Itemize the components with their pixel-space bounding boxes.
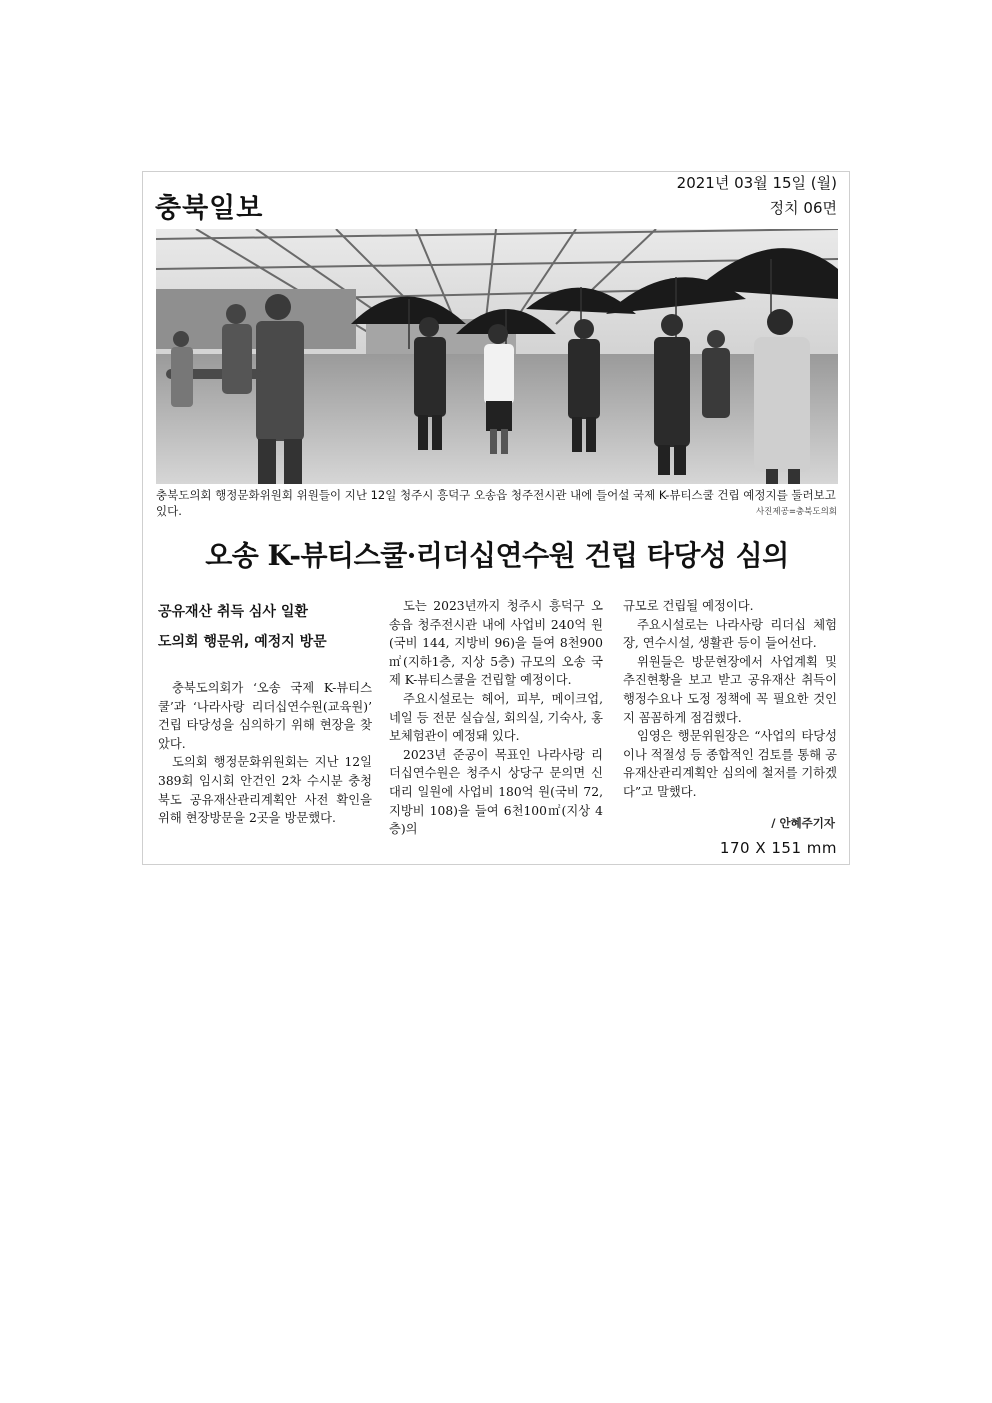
photo-illustration: [156, 229, 838, 484]
article-column-3: [623, 597, 837, 802]
article-paragraph: 임영은 행문위원장은 “사업의 타당성이나 적절성 등 종합적인 검토를 통해 공유재산관리계획안 심의에 철저를 기하겠다”고 말했다.: [623, 729, 837, 799]
article-paragraph: 2023년 준공이 목표인 나라사랑 리더십연수원은 청주시 상당구 문의면 신대리 일원에 사업비 180억 원(국비 72, 지방비 108)을 들여 6천100㎡(지상 4층)의: [389, 747, 603, 837]
publication-date: 2021년 03월 15일 (월): [676, 174, 837, 192]
clipping-size: 170 X 151 mm: [719, 839, 837, 857]
newspaper-masthead: 충북일보: [155, 193, 264, 224]
news-clipping: [142, 171, 850, 865]
news-photo: [156, 229, 838, 484]
article-headline: 오송 K-뷰티스쿨·리더십연수원 건립 타당성 심의: [205, 539, 789, 572]
reporter-byline: / 안혜주기자: [771, 816, 835, 830]
article-paragraph: 주요시설로는 나라사랑 리더십 체험장, 연수시설, 생활관 등이 들어선다.: [623, 617, 837, 651]
article-subhead-1: 공유재산 취득 심사 일환: [158, 604, 308, 620]
photo-caption: 충북도의회 행정문화위원회 위원들이 지난 12일 청주시 흥덕구 오송읍 청주전시관 내에 들어설 국제 K-뷰티스쿨 건립 예정지를 둘러보고 있다.: [156, 488, 836, 518]
article-subhead-2: 도의회 행문위, 예정지 방문: [158, 634, 327, 650]
page-section: 정치 06면: [769, 199, 837, 217]
photo-credit: 사진제공=충북도의회: [755, 507, 837, 517]
article-column-2: [389, 597, 603, 839]
article-paragraph: 충북도의회가 ‘오송 국제 K-뷰티스쿨’과 ‘나라사랑 리더십연수원(교육원)’ 건립 타당성을 심의하기 위해 현장을 찾았다.: [158, 681, 372, 751]
article-paragraph: 주요시설로는 헤어, 피부, 메이크업, 네일 등 전문 실습실, 회의실, 기숙사, 홍보체험관이 예정돼 있다.: [389, 691, 603, 744]
article-paragraph: 위원들은 방문현장에서 사업계획 및 추진현황을 보고 받고 공유재산 취득이 행정수요나 도정 정책에 꼭 필요한 것인지 꼼꼼하게 점검했다.: [623, 654, 837, 725]
article-paragraph: 규모로 건립될 예정이다.: [623, 599, 754, 613]
article-paragraph: 도의회 행정문화위원회는 지난 12일 389회 임시회 안건인 2차 수시분 충청북도 공유재산관리계획안 사전 확인을 위해 현장방문을 2곳을 방문했다.: [158, 755, 372, 826]
article-column-1: [158, 597, 372, 828]
article-paragraph: 도는 2023년까지 청주시 흥덕구 오송읍 청주전시관 내에 사업비 240억 원(국비 144, 지방비 96)을 들여 8천900㎡(지하1층, 지상 5층) 규모의 오송 국제 K-뷰티스쿨을 건립할 예정이다.: [389, 599, 603, 688]
